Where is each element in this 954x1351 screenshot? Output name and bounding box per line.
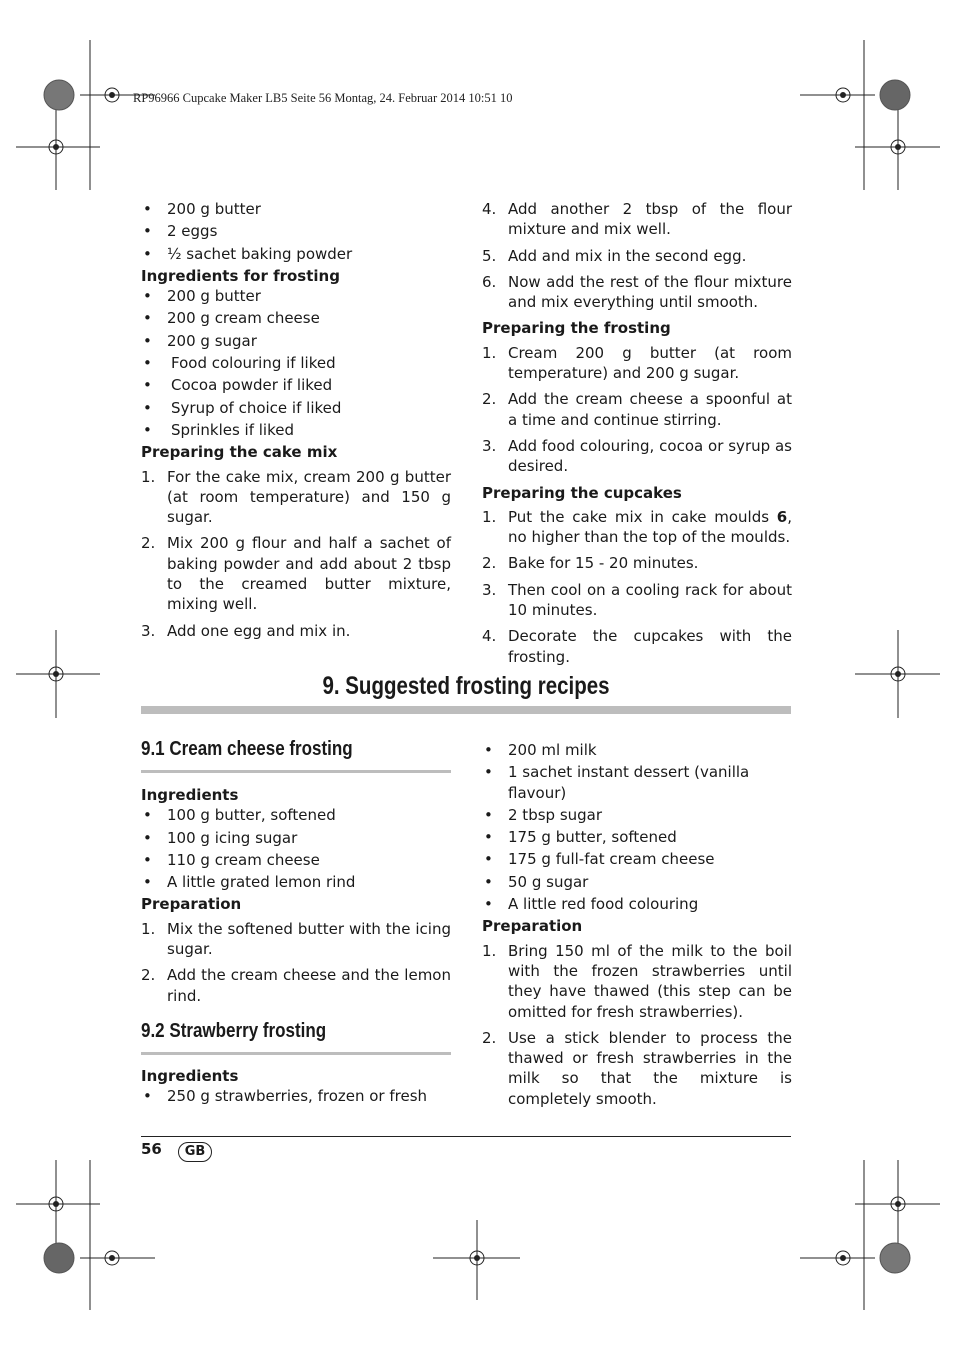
strawberry-ingredients — [141, 1086, 451, 1106]
cupcakes-prep-steps — [482, 507, 792, 667]
list-item: • 200 g butter — [143, 287, 261, 306]
list-item: • 250 g strawberries, frozen or fresh — [143, 1087, 428, 1106]
page-number: 56 — [141, 1140, 162, 1158]
base-ingredients-list — [141, 199, 451, 264]
top-left-column — [141, 199, 451, 647]
cake-mix-steps-continued — [482, 199, 792, 312]
strawberry-title-bar — [141, 1052, 451, 1055]
list-item: 2. Add the cream cheese and the lemon rind. — [141, 966, 451, 1005]
frosting-prep-heading: Preparing the frosting — [482, 319, 671, 338]
cream-cheese-column — [141, 785, 451, 1012]
list-item: 1. For the cake mix, cream 200 g butter (at room temperature) and 150 g sugar. — [141, 467, 451, 527]
language-badge: GB — [178, 1142, 212, 1162]
frosting-ingredients-list — [141, 286, 451, 440]
cupcakes-prep-heading: Preparing the cupcakes — [482, 483, 682, 502]
list-item: 2. Mix 200 g flour and half a sachet of baking powder and add about 2 tbsp to the creamed butter mixture, mixing well. — [141, 534, 451, 614]
list-item: • 200 g sugar — [143, 331, 257, 350]
list-item: 1. Put the cake mix in cake moulds 6, no higher than the top of the moulds. — [482, 507, 792, 547]
list-item: • 2 tbsp sugar — [484, 805, 603, 824]
cream-cheese-ingredients — [141, 805, 451, 892]
strawberry-ingredients-continued — [482, 740, 792, 914]
ingredients-heading: Ingredients — [141, 786, 239, 804]
list-item: • 200 g butter — [143, 200, 261, 218]
list-item: • 2 eggs — [143, 222, 218, 241]
list-item: • 50 g sugar — [484, 872, 589, 891]
list-item: 2. Use a stick blender to process the thawed or fresh strawberries in the milk so that the mixture is completely smooth. — [482, 1028, 792, 1108]
preparation-heading: Preparation — [482, 917, 583, 936]
list-item: • Sprinkles if liked — [143, 420, 295, 439]
frosting-prep-steps — [482, 343, 792, 477]
ingredients-heading: Ingredients — [141, 1067, 239, 1085]
list-item: • 100 g butter, softened — [143, 806, 336, 825]
strawberry-steps — [482, 941, 792, 1109]
list-item: 6. Now add the rest of the flour mixture and mix everything until smooth. — [482, 272, 792, 312]
cake-mix-heading: Preparing the cake mix — [141, 443, 338, 462]
strawberry-right-column — [482, 740, 792, 1115]
list-item: • 200 ml milk — [484, 741, 597, 759]
cake-mix-steps — [141, 467, 451, 641]
list-item: • 175 g butter, softened — [484, 828, 677, 847]
list-item: • 110 g cream cheese — [143, 850, 320, 869]
list-item: 2. Bake for 15 - 20 minutes. — [482, 554, 699, 573]
strawberry-title: 9.2 Strawberry frosting — [141, 1020, 327, 1042]
preparation-heading: Preparation — [141, 895, 242, 914]
list-item: 1. Mix the softened butter with the icing sugar. — [141, 919, 451, 959]
cream-cheese-steps — [141, 919, 451, 1006]
section-title-bar — [141, 706, 791, 714]
list-item: 4. Add another 2 tbsp of the flour mixture and mix well. — [482, 200, 792, 239]
frosting-ingredients-heading: Ingredients for frosting — [141, 266, 340, 285]
list-item: 2. Add the cream cheese a spoonful at a time and continue stirring. — [482, 390, 792, 429]
list-item: • 175 g full-fat cream cheese — [484, 850, 715, 869]
list-item: • A little red food colouring — [484, 895, 699, 914]
list-item: • A little grated lemon rind — [143, 873, 356, 892]
list-item: • 100 g icing sugar — [143, 828, 298, 847]
cream-cheese-title-bar — [141, 770, 451, 773]
list-item: • Syrup of choice if liked — [143, 398, 342, 417]
footer-rule — [141, 1136, 791, 1137]
top-right-column — [482, 199, 792, 673]
section-title: 9. Suggested frosting recipes — [322, 672, 610, 700]
list-item: • Food colouring if liked — [143, 354, 336, 373]
list-item: 1. Bring 150 ml of the milk to the boil with the frozen strawberries until they have thawed (this step can be omitted for fresh strawberries). — [482, 941, 792, 1021]
list-item: • 1 sachet instant dessert (vanilla flavour) — [484, 763, 750, 802]
list-item: 1. Cream 200 g butter (at room temperature) and 200 g sugar. — [482, 343, 792, 383]
list-item: 4. Decorate the cupcakes with the frosting. — [482, 627, 792, 666]
list-item: 3. Add food colouring, cocoa or syrup as desired. — [482, 436, 792, 476]
list-item: • ½ sachet baking powder — [143, 244, 353, 263]
list-item: • 200 g cream cheese — [143, 309, 320, 328]
list-item: 5. Add and mix in the second egg. — [482, 246, 747, 265]
list-item: • Cocoa powder if liked — [143, 376, 333, 395]
print-slug: RP96966 Cupcake Maker LB5 Seite 56 Montag, 24. Februar 2014 10:51 10 — [133, 91, 513, 105]
list-item: 3. Add one egg and mix in. — [141, 621, 351, 640]
cream-cheese-title: 9.1 Cream cheese frosting — [141, 738, 353, 760]
strawberry-left-column — [141, 1066, 451, 1109]
list-item: 3. Then cool on a cooling rack for about 10 minutes. — [482, 580, 792, 620]
